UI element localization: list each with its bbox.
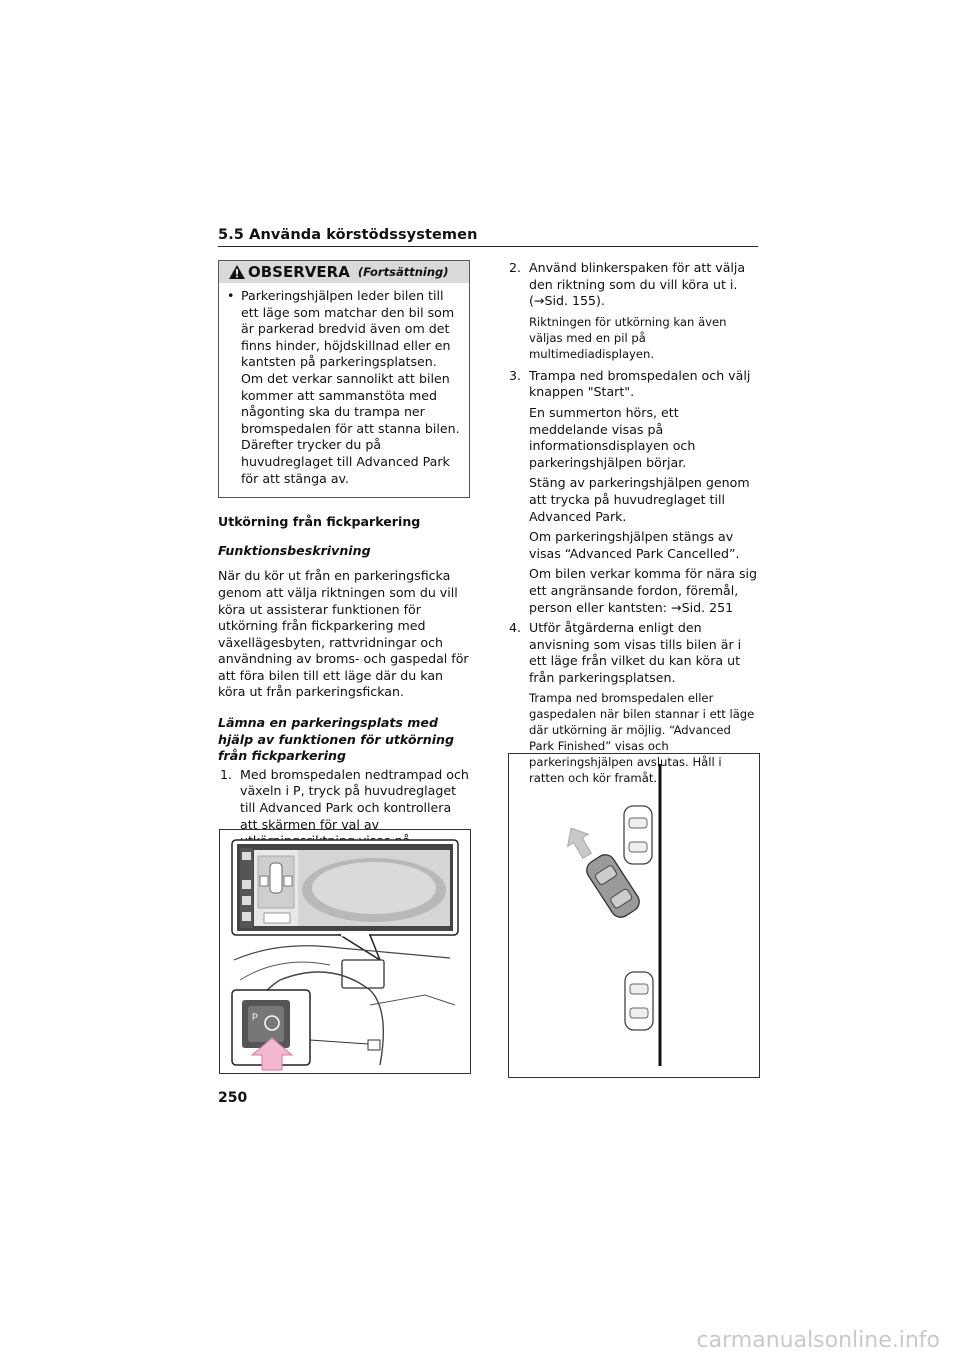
- watermark: carmanualsonline.info: [696, 1328, 940, 1353]
- right-column: [509, 260, 759, 786]
- warning-bullet: [227, 288, 461, 487]
- bullet-mark: •: [227, 288, 235, 303]
- step-text: Trampa ned bromspedalen och välj knappen "Start".: [529, 367, 751, 400]
- step-2: [509, 260, 759, 310]
- step-number: 1.: [220, 766, 233, 782]
- parking-exit-drawing: [509, 754, 759, 1077]
- warning-header: [219, 261, 469, 283]
- dashboard-drawing: [220, 830, 470, 1073]
- page-number: 250: [218, 1090, 248, 1106]
- step-text: Utför åtgärderna enligt den anvisning som visas tills bilen är i ett läge från vilket du kan köra ut från parkeringsplatsen.: [529, 620, 742, 685]
- step-paragraph: Stäng av parkeringshjälpen genom att trycka på huvudreglaget till Advanced Park.: [529, 475, 750, 524]
- parked-car-top: [624, 806, 652, 864]
- step-text: Använd blinkerspaken för att välja den riktning som du vill köra ut i. (→Sid. 155).: [529, 260, 746, 309]
- step-note: Riktningen för utkörning kan även väljas med en pil på multimediadisplayen.: [529, 314, 727, 361]
- step-number: 2.: [509, 260, 522, 275]
- section-title: 5.5 Använda körstödssystemen: [218, 227, 478, 243]
- switch-label: P: [252, 1012, 259, 1022]
- warning-body: [219, 283, 469, 497]
- step-paragraph: En summerton hörs, ett meddelande visas på informationsdisplayen och parkeringshjälpen börjar.: [529, 404, 696, 470]
- direction-arrow: [561, 822, 598, 862]
- step-note: Trampa ned bromspedalen eller gaspedalen när bilen stannar i ett läge där utkörning är möjlig. “Advanced Park Finished” visas och parkeringshjälpen avslutas. Håll i ratten och kör framåt.: [529, 691, 755, 786]
- warning-box: [218, 260, 470, 498]
- step-3: [509, 368, 759, 401]
- step-paragraph: Om parkeringshjälpen stängs av visas “Advanced Park Cancelled”.: [529, 529, 740, 561]
- step-4: [509, 620, 759, 686]
- procedure-title: Lämna en parkeringsplats med hjälp av funktionen för utkörning från fickparkering: [218, 715, 454, 764]
- warning-title: OBSERVERA: [248, 262, 350, 281]
- dashboard-illustration: [219, 829, 471, 1074]
- warning-icon: [229, 265, 245, 279]
- parking-exit-illustration: [508, 753, 760, 1078]
- step-text: Med bromspedalen nedtrampad och växeln i P, tryck på huvudreglaget till Advanced Park och kontrollera att skärmen för val av: [240, 766, 469, 832]
- section-heading: Utkörning från fickparkering: [218, 514, 421, 530]
- step-number: 4.: [509, 620, 522, 636]
- warning-continued: (Fortsättning): [357, 264, 449, 279]
- warning-bullet-text: Parkeringshjälpen leder bilen till ett läge som matchar den bil som är parkerad bredvid även om det finns hinder, höjdskillnad eller en kantsten på parkeringsplatsen. Om det verkar sannolikt att bilen kommer att sammanstöta med någonting ska du trampa ner bromspedalen för att stanna bilen. Därefter trycker du på huvudreglaget till Advanced Park för att stänga av.: [241, 288, 460, 486]
- left-column: [218, 260, 470, 866]
- description-paragraph: När du kör ut från en parkeringsficka genom att välja riktningen som du vill köra ut assisterar funktionen för utkörning från fickparkering med växellägesbyten, rattvridningar och användning av broms- och gaspedal för att föra bilen till ett läge där du kan köra ut från parkeringsfickan.: [218, 568, 469, 700]
- step-number: 3.: [509, 367, 522, 383]
- section-header: [218, 224, 758, 247]
- step-paragraph: Om bilen verkar komma för nära sig ett angränsande fordon, föremål, person eller kantsten: →Sid. 251: [529, 566, 758, 615]
- subheading: Funktionsbeskrivning: [218, 542, 371, 558]
- parked-car-bottom: [625, 972, 653, 1030]
